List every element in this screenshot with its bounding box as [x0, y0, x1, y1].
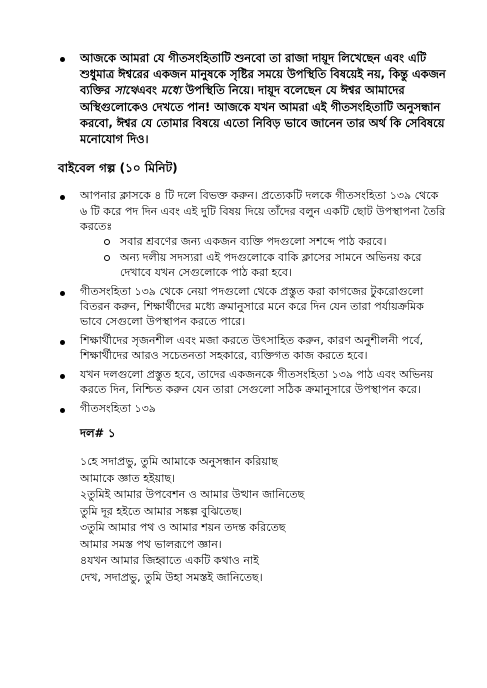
- list-item: যখন দলগুলো প্রস্তুত হবে, তাদের একজনকে গীতসংহিতা ১৩৯ পাঠ এবং অভিনয় করতে দিন, নিশ্চিত করুন যেন তারা সেগুলো সঠিক ক্রমানুসারে উপস্থাপন করে।: [58, 367, 447, 398]
- verse-line: দেখ, সদাপ্রভু, তুমি উহা সমস্তই জানিতেছ।: [80, 571, 263, 585]
- intro-text-1: আজকে আমরা যে গীতসংহিতাটি শুনবো তা রাজা দায়ূদ লিখেছেন এবং এটি শুধুমাত্র ঈশ্বরের একজন মানুষকে সৃষ্টির সময়ে উপস্থিতি বিষয়েই নয়, কিন্তু একজন ব্যক্তির: [80, 51, 446, 98]
- verse-line: তুমি দূর হইতে আমার সঙ্কল্প বুঝিতেছ।: [80, 504, 243, 518]
- intro-list: [58, 50, 447, 147]
- verse-line: ৩তুমি আমার পথ ও আমার শয়ন তদন্ত করিতেছ: [80, 521, 286, 535]
- list-item: [58, 188, 447, 280]
- list-item: শিক্ষার্থীদের সৃজনশীল এবং মজা করতে উৎসাহিত করুন, কারণ অনুশীলনী পর্বে, শিক্ষার্থীদের আরও সচেতনতা সহকারে, ব্যক্তিগত কাজ করতে হবে।: [58, 333, 447, 364]
- list-item: গীতসংহিতা ১৩৯: [58, 401, 447, 416]
- verse-line: আমার সমস্ত পথ ভালরূপে জ্ঞান।: [80, 537, 222, 551]
- instruction-list: [58, 188, 447, 416]
- list-item: গীতসংহিতা ১৩৯ থেকে নেয়া পদগুলো থেকে প্রস্তুত করা কাগজের টুকরোগুলো বিতরন করুন, শিক্ষার্থীদের মধ্যে ক্রমানুসারে মনে করে দিন যেন তারা পর্যায়ক্রমিক ভাবে সেগুলো উপস্থাপন করতে পারে।: [58, 284, 447, 330]
- intro-text-3: উপস্থিতি নিয়ে। দায়ূদ বলেছেন যে ঈশ্বর আমাদের অস্থিগুলোকেও দেখতে পান! আজকে যখন আমরা এই গীতসংহিতাটি অনুসন্ধান করবো, ঈশ্বর যে তোমার বিষয়ে এতো নিবিড় ভাবে জানেন তার অর্থ কি সেবিষয়ে মনোযোগ দিও।: [80, 83, 445, 147]
- intro-paragraph: [58, 50, 447, 147]
- verse-line: ১হে সদাপ্রভু, তুমি আমাকে অনুসন্ধান করিয়াছ: [80, 454, 278, 468]
- verse-line: ৪যখন আমার জিহ্বাতে একটি কথাও নাই: [80, 554, 259, 568]
- intro-emphasis-within: মধ্যে: [160, 83, 182, 98]
- sub-list-item: অন্য দলীয় সদস্যরা এই পদগুলোকে বাকি ক্লাসের সামনে অভিনয় করে দেখাবে যখন সেগুলোকে পাঠ করা হবে।: [102, 250, 447, 281]
- intro-emphasis-with: সাথে: [114, 83, 137, 98]
- group-title: দল# ১: [80, 425, 116, 440]
- verse-line: ২তুমিই আমার উপবেশন ও আমার উত্থান জানিতেছ: [80, 488, 305, 502]
- list-item-text: আপনার ক্লাসকে ৪ টি দলে বিভক্ত করুন। প্রত্যেকটি দলকে গীতসংহিতা ১৩৯ থেকে ৬ টি করে পদ দিন এবং এই দুটি বিষয় দিয়ে তাঁদের বলুন একটি ছোট উপস্থাপনা তৈরি করতেঃ: [80, 189, 446, 234]
- sub-list-item: সবার শ্রবণের জন্য একজন ব্যক্তি পদগুলো সশব্দে পাঠ করবে।: [102, 234, 447, 249]
- verse-block: [80, 454, 447, 587]
- intro-text-2: এবং: [136, 83, 161, 98]
- sub-list: [80, 234, 447, 280]
- verse-line: আমাকে জ্ঞাত হইয়াছ।: [80, 471, 175, 485]
- section-heading: বাইবেল গল্প (১০ মিনিট): [58, 161, 178, 176]
